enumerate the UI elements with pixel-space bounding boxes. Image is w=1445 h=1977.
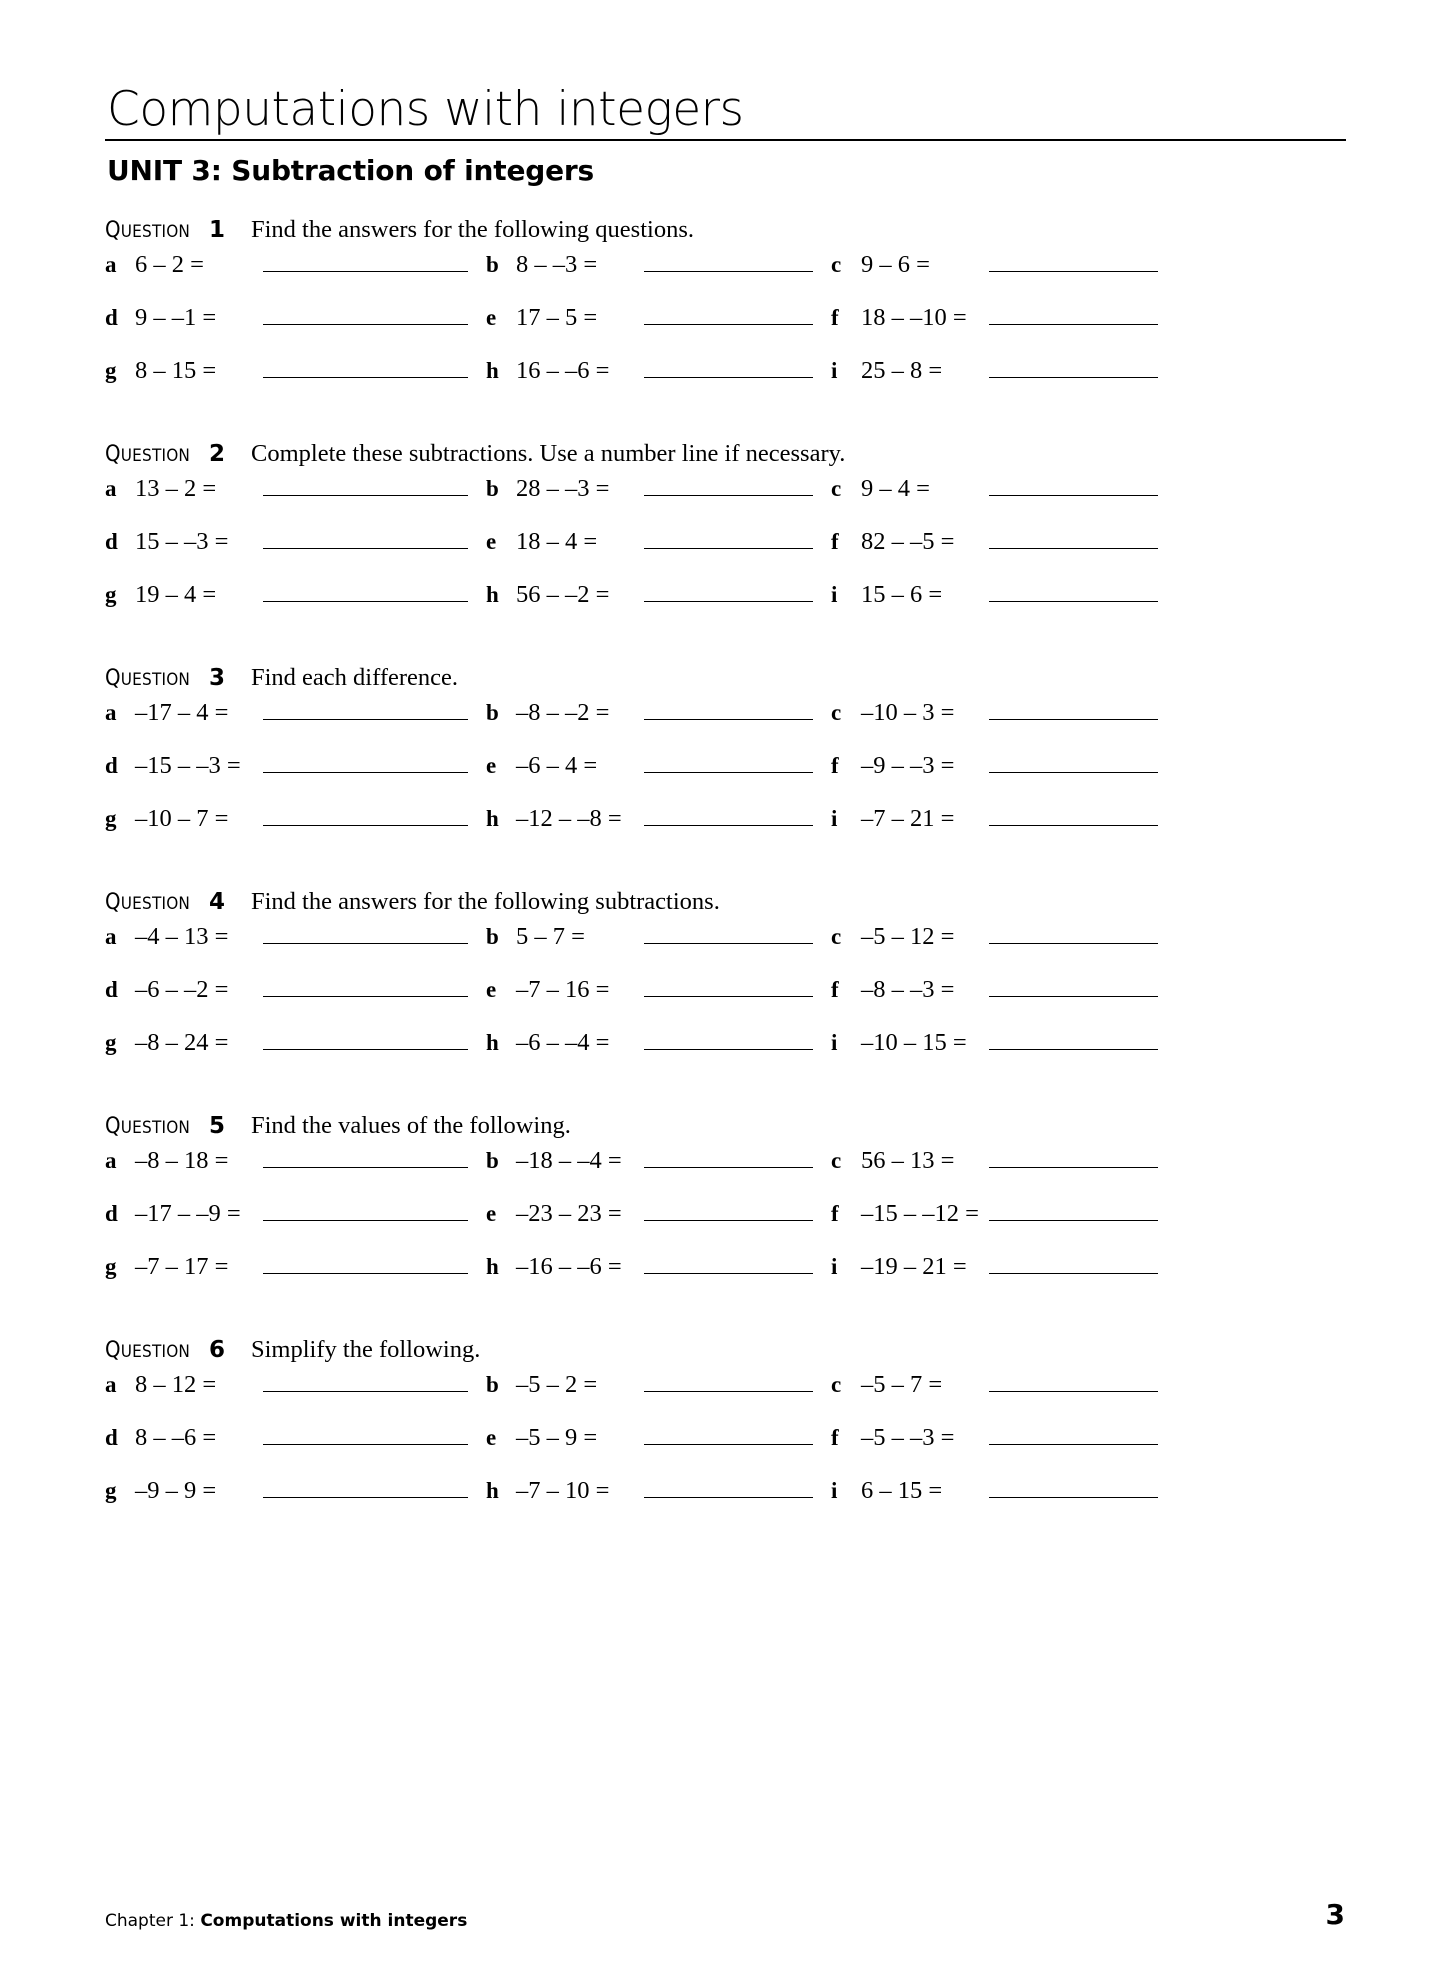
- question-header: [105, 440, 1345, 470]
- problem-item: [105, 580, 486, 609]
- answer-blank[interactable]: [263, 922, 468, 944]
- problem-expression: 25 – 8 =: [861, 357, 943, 384]
- problem-item: [105, 250, 486, 279]
- problem-expression: –6 – –4 =: [516, 1029, 610, 1056]
- problem-row: [105, 1146, 1345, 1199]
- question-block: [105, 440, 1345, 633]
- problem-item: [105, 474, 486, 503]
- answer-blank[interactable]: [644, 922, 813, 944]
- problem-letter: h: [486, 1478, 499, 1503]
- problem-item: [105, 975, 486, 1004]
- answer-blank[interactable]: [263, 527, 468, 549]
- problem-letter: g: [105, 1254, 117, 1279]
- answer-blank[interactable]: [644, 1146, 813, 1168]
- question-instruction: Find the answers for the following subtractions.: [251, 888, 720, 915]
- problem-letter: b: [486, 700, 499, 725]
- problem-letter: a: [105, 252, 117, 277]
- problem-item: [105, 303, 486, 332]
- problem-item: [831, 527, 1176, 556]
- problem-expression: 15 – 6 =: [861, 581, 943, 608]
- problem-item: [831, 1423, 1176, 1452]
- problem-item: [831, 474, 1176, 503]
- question-block: [105, 216, 1345, 409]
- answer-blank[interactable]: [989, 1423, 1158, 1445]
- problem-letter: e: [486, 529, 497, 554]
- answer-blank[interactable]: [644, 1476, 813, 1498]
- problem-letter: h: [486, 806, 499, 831]
- problem-item: [831, 1199, 1176, 1228]
- problem-item: [105, 1028, 486, 1057]
- problem-letter: g: [105, 806, 117, 831]
- answer-blank[interactable]: [263, 975, 468, 997]
- problem-item: [486, 474, 831, 503]
- question-label: QUESTION: [105, 1338, 191, 1363]
- answer-blank[interactable]: [263, 1199, 468, 1221]
- question-instruction: Find the values of the following.: [251, 1112, 571, 1139]
- question-label: QUESTION: [105, 1114, 191, 1139]
- answer-blank[interactable]: [263, 303, 468, 325]
- problem-item: [486, 1252, 831, 1281]
- problem-item: [831, 580, 1176, 609]
- problem-expression: –6 – 4 =: [516, 752, 598, 779]
- problem-expression: –10 – 15 =: [861, 1029, 967, 1056]
- problem-expression: –7 – 16 =: [516, 976, 610, 1003]
- problem-row: [105, 474, 1345, 527]
- question-label: QUESTION: [105, 218, 191, 243]
- answer-blank[interactable]: [644, 356, 813, 378]
- problem-expression: 9 – –1 =: [135, 304, 217, 331]
- answer-blank[interactable]: [644, 751, 813, 773]
- problem-letter: c: [831, 1148, 842, 1173]
- question-number: 2: [209, 441, 226, 467]
- answer-blank[interactable]: [989, 698, 1158, 720]
- problem-expression: –18 – –4 =: [516, 1147, 622, 1174]
- problem-letter: b: [486, 252, 499, 277]
- answer-blank[interactable]: [989, 474, 1158, 496]
- problem-expression: –17 – –9 =: [135, 1200, 241, 1227]
- answer-blank[interactable]: [263, 1146, 468, 1168]
- answer-blank[interactable]: [989, 804, 1158, 826]
- problem-expression: –17 – 4 =: [135, 699, 229, 726]
- answer-blank[interactable]: [263, 250, 468, 272]
- problem-expression: 9 – 6 =: [861, 251, 930, 278]
- footer-chapter-title: Computations with integers: [200, 1911, 468, 1931]
- questions-container: [105, 216, 1345, 1529]
- problem-letter: c: [831, 700, 842, 725]
- answer-blank[interactable]: [644, 1423, 813, 1445]
- problem-item: [831, 250, 1176, 279]
- problem-item: [831, 751, 1176, 780]
- problem-row: [105, 356, 1345, 409]
- title-divider: [105, 139, 1346, 141]
- problem-item: [105, 527, 486, 556]
- answer-blank[interactable]: [644, 580, 813, 602]
- problem-letter: h: [486, 582, 499, 607]
- answer-blank[interactable]: [644, 1252, 813, 1274]
- question-label: QUESTION: [105, 666, 191, 691]
- problem-expression: 56 – 13 =: [861, 1147, 955, 1174]
- page-title: Computations with integers: [107, 82, 744, 137]
- problem-expression: –15 – –3 =: [135, 752, 241, 779]
- problem-item: [486, 303, 831, 332]
- problem-letter: d: [105, 1201, 118, 1226]
- problem-item: [486, 804, 831, 833]
- problem-letter: h: [486, 1254, 499, 1279]
- question-number: 6: [209, 1337, 226, 1363]
- question-instruction: Find the answers for the following questions.: [251, 216, 694, 243]
- problem-expression: –10 – 7 =: [135, 805, 229, 832]
- footer-chapter-prefix: Chapter 1:: [105, 1911, 201, 1931]
- problem-letter: f: [831, 1201, 839, 1226]
- problem-row: [105, 1252, 1345, 1305]
- problem-item: [486, 1476, 831, 1505]
- problem-letter: c: [831, 1372, 842, 1397]
- problem-letter: b: [486, 924, 499, 949]
- question-header: [105, 1112, 1345, 1142]
- question-instruction: Find each difference.: [251, 664, 459, 691]
- problem-letter: g: [105, 1478, 117, 1503]
- problem-letter: e: [486, 753, 497, 778]
- problem-letter: d: [105, 1425, 118, 1450]
- problem-item: [105, 1370, 486, 1399]
- problem-item: [486, 527, 831, 556]
- problem-letter: a: [105, 476, 117, 501]
- question-number: 4: [209, 889, 226, 915]
- problem-letter: f: [831, 1425, 839, 1450]
- problem-expression: –10 – 3 =: [861, 699, 955, 726]
- problem-expression: –7 – 17 =: [135, 1253, 229, 1280]
- answer-blank[interactable]: [263, 1476, 468, 1498]
- problem-expression: 8 – –3 =: [516, 251, 598, 278]
- problem-item: [105, 1252, 486, 1281]
- problem-letter: e: [486, 305, 497, 330]
- problem-expression: –12 – –8 =: [516, 805, 622, 832]
- problem-expression: 15 – –3 =: [135, 528, 229, 555]
- problem-item: [831, 922, 1176, 951]
- answer-blank[interactable]: [263, 474, 468, 496]
- problem-row: [105, 527, 1345, 580]
- unit-heading: UNIT 3: Subtraction of integers: [107, 154, 594, 187]
- question-block: [105, 888, 1345, 1081]
- problem-expression: –7 – 21 =: [861, 805, 955, 832]
- question-block: [105, 1336, 1345, 1529]
- problem-item: [105, 804, 486, 833]
- problem-letter: f: [831, 305, 839, 330]
- problem-expression: –8 – –3 =: [861, 976, 955, 1003]
- page-number: 3: [1325, 1898, 1345, 1931]
- problem-expression: 6 – 15 =: [861, 1477, 943, 1504]
- answer-blank[interactable]: [989, 1028, 1158, 1050]
- question-block: [105, 1112, 1345, 1305]
- problem-expression: 16 – –6 =: [516, 357, 610, 384]
- answer-blank[interactable]: [989, 975, 1158, 997]
- answer-blank[interactable]: [263, 1028, 468, 1050]
- question-number: 5: [209, 1113, 226, 1139]
- problem-item: [486, 1146, 831, 1175]
- problem-expression: –23 – 23 =: [516, 1200, 622, 1227]
- answer-blank[interactable]: [644, 975, 813, 997]
- problem-letter: i: [831, 806, 838, 831]
- problem-expression: 56 – –2 =: [516, 581, 610, 608]
- problem-letter: f: [831, 529, 839, 554]
- problem-row: [105, 804, 1345, 857]
- problem-row: [105, 975, 1345, 1028]
- answer-blank[interactable]: [989, 356, 1158, 378]
- problem-expression: –5 – 12 =: [861, 923, 955, 950]
- problem-letter: i: [831, 358, 838, 383]
- problem-item: [105, 922, 486, 951]
- problem-item: [105, 1423, 486, 1452]
- answer-blank[interactable]: [644, 698, 813, 720]
- problem-letter: a: [105, 1148, 117, 1173]
- question-header: [105, 1336, 1345, 1366]
- answer-blank[interactable]: [989, 922, 1158, 944]
- problem-expression: –5 – 7 =: [861, 1371, 943, 1398]
- problem-expression: 19 – 4 =: [135, 581, 217, 608]
- problem-item: [831, 1476, 1176, 1505]
- problem-item: [486, 975, 831, 1004]
- answer-blank[interactable]: [989, 1252, 1158, 1274]
- problem-expression: –8 – –2 =: [516, 699, 610, 726]
- problem-expression: –8 – 18 =: [135, 1147, 229, 1174]
- problem-expression: –5 – 2 =: [516, 1371, 598, 1398]
- problem-item: [486, 250, 831, 279]
- problem-expression: –6 – –2 =: [135, 976, 229, 1003]
- problem-row: [105, 751, 1345, 804]
- problem-item: [486, 580, 831, 609]
- problem-item: [105, 1476, 486, 1505]
- problem-letter: h: [486, 1030, 499, 1055]
- problem-item: [105, 751, 486, 780]
- answer-blank[interactable]: [644, 303, 813, 325]
- problem-item: [486, 1028, 831, 1057]
- problem-row: [105, 698, 1345, 751]
- problem-row: [105, 922, 1345, 975]
- question-number: 3: [209, 665, 226, 691]
- problem-expression: –4 – 13 =: [135, 923, 229, 950]
- problem-letter: g: [105, 358, 117, 383]
- answer-blank[interactable]: [644, 1370, 813, 1392]
- problem-expression: –9 – –3 =: [861, 752, 955, 779]
- problem-letter: e: [486, 1425, 497, 1450]
- problem-letter: b: [486, 476, 499, 501]
- answer-blank[interactable]: [989, 250, 1158, 272]
- problem-row: [105, 1476, 1345, 1529]
- problem-letter: a: [105, 924, 117, 949]
- problem-letter: c: [831, 924, 842, 949]
- problem-expression: –16 – –6 =: [516, 1253, 622, 1280]
- question-header: [105, 216, 1345, 246]
- question-instruction: Complete these subtractions. Use a number line if necessary.: [251, 440, 846, 467]
- problem-letter: i: [831, 582, 838, 607]
- problem-item: [831, 1146, 1176, 1175]
- problem-row: [105, 580, 1345, 633]
- problem-expression: 17 – 5 =: [516, 304, 598, 331]
- problem-expression: –8 – 24 =: [135, 1029, 229, 1056]
- question-header: [105, 888, 1345, 918]
- answer-blank[interactable]: [263, 751, 468, 773]
- answer-blank[interactable]: [989, 580, 1158, 602]
- problem-item: [486, 698, 831, 727]
- problem-row: [105, 1370, 1345, 1423]
- problem-letter: a: [105, 700, 117, 725]
- answer-blank[interactable]: [989, 1146, 1158, 1168]
- problem-item: [831, 1028, 1176, 1057]
- problem-letter: i: [831, 1030, 838, 1055]
- problem-row: [105, 1423, 1345, 1476]
- problem-expression: 18 – 4 =: [516, 528, 598, 555]
- problem-expression: 8 – –6 =: [135, 1424, 217, 1451]
- answer-blank[interactable]: [263, 580, 468, 602]
- problem-expression: –7 – 10 =: [516, 1477, 610, 1504]
- problem-expression: 5 – 7 =: [516, 923, 585, 950]
- problem-letter: a: [105, 1372, 117, 1397]
- problem-item: [831, 303, 1176, 332]
- problem-letter: i: [831, 1478, 838, 1503]
- answer-blank[interactable]: [989, 751, 1158, 773]
- question-block: [105, 664, 1345, 857]
- problem-item: [831, 1370, 1176, 1399]
- problem-expression: 28 – –3 =: [516, 475, 610, 502]
- problem-expression: 9 – 4 =: [861, 475, 930, 502]
- problem-letter: d: [105, 305, 118, 330]
- answer-blank[interactable]: [263, 356, 468, 378]
- problem-letter: e: [486, 1201, 497, 1226]
- problem-item: [486, 1199, 831, 1228]
- answer-blank[interactable]: [644, 527, 813, 549]
- problem-expression: –19 – 21 =: [861, 1253, 967, 1280]
- problem-row: [105, 1028, 1345, 1081]
- problem-expression: –5 – 9 =: [516, 1424, 598, 1451]
- problem-expression: 8 – 12 =: [135, 1371, 217, 1398]
- problem-item: [486, 1370, 831, 1399]
- footer-chapter: [105, 1911, 467, 1931]
- problem-letter: f: [831, 753, 839, 778]
- problem-expression: 6 – 2 =: [135, 251, 204, 278]
- problem-item: [831, 804, 1176, 833]
- question-number: 1: [209, 217, 226, 243]
- problem-item: [105, 356, 486, 385]
- answer-blank[interactable]: [263, 804, 468, 826]
- problem-row: [105, 303, 1345, 356]
- problem-letter: d: [105, 529, 118, 554]
- problem-letter: b: [486, 1148, 499, 1173]
- problem-expression: 82 – –5 =: [861, 528, 955, 555]
- problem-item: [105, 1146, 486, 1175]
- answer-blank[interactable]: [644, 474, 813, 496]
- answer-blank[interactable]: [644, 250, 813, 272]
- problem-item: [105, 698, 486, 727]
- problem-letter: b: [486, 1372, 499, 1397]
- problem-item: [486, 922, 831, 951]
- problem-item: [105, 1199, 486, 1228]
- problem-letter: d: [105, 977, 118, 1002]
- problem-item: [831, 698, 1176, 727]
- problem-item: [831, 356, 1176, 385]
- problem-letter: c: [831, 252, 842, 277]
- problem-expression: 18 – –10 =: [861, 304, 967, 331]
- answer-blank[interactable]: [989, 1199, 1158, 1221]
- problem-item: [831, 1252, 1176, 1281]
- problem-item: [486, 1423, 831, 1452]
- problem-letter: h: [486, 358, 499, 383]
- answer-blank[interactable]: [263, 1252, 468, 1274]
- problem-item: [486, 751, 831, 780]
- problem-item: [486, 356, 831, 385]
- question-instruction: Simplify the following.: [251, 1336, 481, 1363]
- problem-expression: –5 – –3 =: [861, 1424, 955, 1451]
- answer-blank[interactable]: [644, 804, 813, 826]
- answer-blank[interactable]: [644, 1199, 813, 1221]
- problem-expression: –15 – –12 =: [861, 1200, 979, 1227]
- problem-expression: –9 – 9 =: [135, 1477, 217, 1504]
- question-header: [105, 664, 1345, 694]
- problem-row: [105, 1199, 1345, 1252]
- problem-letter: d: [105, 753, 118, 778]
- question-label: QUESTION: [105, 890, 191, 915]
- problem-letter: f: [831, 977, 839, 1002]
- answer-blank[interactable]: [644, 1028, 813, 1050]
- answer-blank[interactable]: [263, 1423, 468, 1445]
- problem-letter: e: [486, 977, 497, 1002]
- page-footer: [105, 1898, 1345, 1931]
- problem-letter: g: [105, 582, 117, 607]
- problem-expression: 13 – 2 =: [135, 475, 217, 502]
- problem-row: [105, 250, 1345, 303]
- answer-blank[interactable]: [989, 1476, 1158, 1498]
- answer-blank[interactable]: [989, 527, 1158, 549]
- problem-letter: g: [105, 1030, 117, 1055]
- question-label: QUESTION: [105, 442, 191, 467]
- problem-letter: c: [831, 476, 842, 501]
- problem-expression: 8 – 15 =: [135, 357, 217, 384]
- answer-blank[interactable]: [989, 1370, 1158, 1392]
- answer-blank[interactable]: [263, 1370, 468, 1392]
- problem-letter: i: [831, 1254, 838, 1279]
- answer-blank[interactable]: [263, 698, 468, 720]
- answer-blank[interactable]: [989, 303, 1158, 325]
- problem-item: [831, 975, 1176, 1004]
